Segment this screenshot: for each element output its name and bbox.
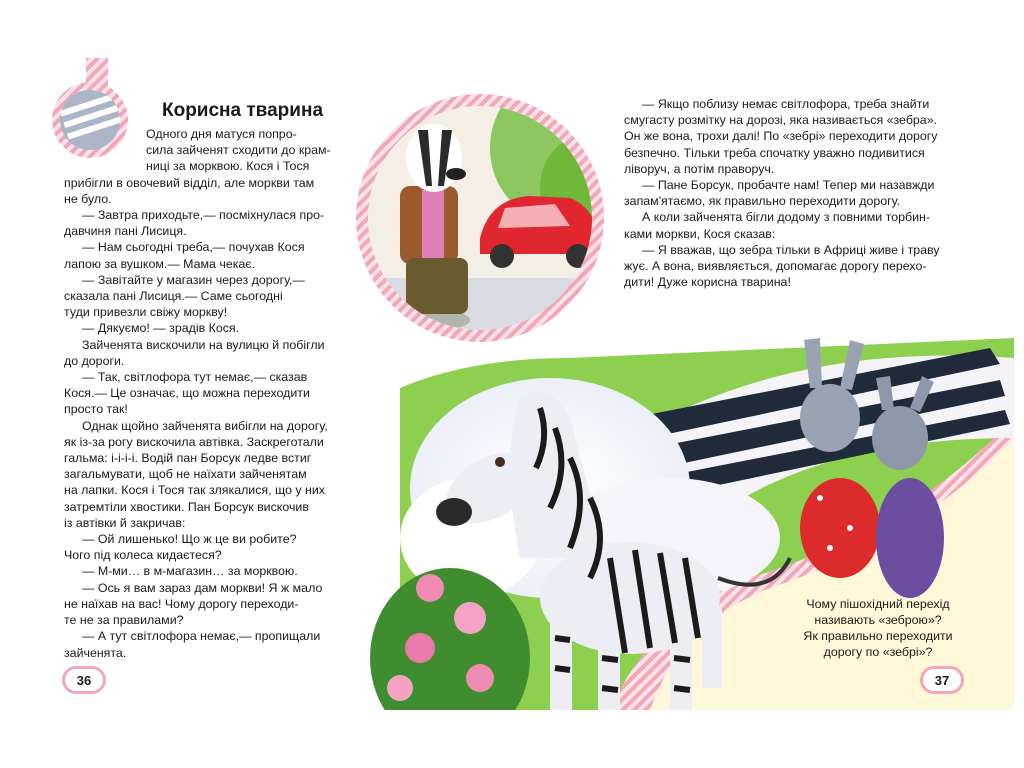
paragraph-line: — Ось я вам зараз дам моркви! Я ж мало — [82, 580, 323, 595]
left-page-text — [64, 88, 364, 661]
paragraph-line: на лапки. Кося і Тося так злякалися, що у них — [64, 483, 326, 498]
question-line: Чому пішохідний перехід — [806, 597, 950, 611]
paragraph-line: Он же вона, трохи далі! По «зебрі» переходити дорогу — [624, 129, 938, 144]
paragraph-line: запам'ятаємо, як правильно переходити дорогу. — [624, 194, 901, 209]
question-line: Як правильно переходити — [803, 629, 953, 643]
paragraph-line: безпечно. Тільки треба спочатку уважно подивитися — [624, 145, 925, 160]
paragraph-line: ками моркви, Кося сказав: — [624, 226, 776, 241]
paragraph-line: жує. А вона, виявляється, допомагає дорогу перехо- — [624, 259, 927, 274]
paragraph-line: те не за правилами? — [64, 613, 184, 628]
paragraph-line: сила зайченят сходити до крам- — [146, 143, 331, 158]
paragraph-line: зайченята. — [64, 645, 127, 660]
paragraph-line: просто так! — [64, 402, 128, 417]
paragraph-line: до дороги. — [64, 353, 125, 368]
page-number-right: 37 — [920, 666, 964, 694]
paragraph-line: — Пане Борсук, пробачте нам! Тепер ми назавжди — [642, 178, 935, 193]
paragraph-line: — Так, світлофора тут немає,— сказав — [82, 370, 308, 385]
book-spread — [50, 58, 1014, 710]
paragraph-line: Однак щойно зайченята вибігли на дорогу, — [82, 418, 328, 433]
paragraph-line: — Нам сьогодні треба,— почухав Кося — [82, 240, 305, 255]
paragraph-line: як із-за рогу вискочила автівка. Заскреготали — [64, 434, 324, 449]
paragraph-line: — М-ми… в м-магазин… за морквою. — [82, 564, 298, 579]
paragraph-line: — А тут світлофора немає,— пропищали — [82, 629, 321, 644]
page-number-left: 36 — [62, 666, 106, 694]
paragraph-line: А коли зайченята бігли додому з повними торбин- — [642, 210, 930, 225]
paragraph-line: із автівки й закричав: — [64, 515, 186, 530]
paragraph-line: не було. — [64, 191, 112, 206]
paragraph-line: затремтіли хвостики. Пан Борсук вискочив — [64, 499, 309, 514]
paragraph-line: — Якщо поблизу немає світлофора, треба знайти — [642, 97, 930, 111]
paragraph-line: прибігли в овочевий відділ, але моркви там — [64, 175, 315, 190]
paragraph-line: лапою за вушком.— Мама чекає. — [64, 256, 256, 271]
paragraph-line: Одного дня матуся попро- — [146, 127, 297, 141]
discussion-questions — [780, 596, 976, 660]
paragraph-line: дити! Дуже корисна тварина! — [624, 275, 791, 290]
right-page-text — [624, 96, 970, 290]
paragraph-line: — Завтра приходьте,— посміхнулася про- — [82, 208, 325, 223]
paragraph-line: смугасту розмітку на дорозі, яка називається «зебра». — [624, 113, 938, 128]
paragraph-line: Чого під колеса кидаєтеся? — [64, 548, 222, 563]
paragraph-line: — Я вважав, що зебра тільки в Африці живе і траву — [642, 242, 940, 257]
paragraph-line: ниці за морквою. Кося і Тося — [146, 159, 310, 174]
paragraph-line: загальмувати, щоб не наїхати зайченятам — [64, 467, 307, 482]
paragraph-line: ліворуч, а потім праворуч. — [624, 161, 775, 176]
paragraph-line: — Завітайте у магазин через дорогу,— — [82, 272, 305, 287]
paragraph-line: давчиня пані Лисиця. — [64, 224, 187, 239]
paragraph-line: сказала пані Лисиця.— Саме сьогодні — [64, 289, 283, 304]
question-line: дорогу по «зебрі»? — [823, 645, 933, 659]
paragraph-line: Зайченята вискочили на вулицю й побігли — [82, 337, 325, 352]
paragraph-line: — Ой лишенько! Що ж це ви робите? — [82, 532, 297, 547]
badger-illustration — [356, 78, 620, 342]
story-title: Корисна тварина — [162, 100, 324, 121]
paragraph-line: туди привезли свіжу моркву! — [64, 305, 228, 320]
paragraph-line: не наїхав на вас! Чому дорогу переходи- — [64, 596, 299, 611]
paragraph-line: гальма: і-і-і-і. Водій пан Борсук ледве встиг — [64, 451, 312, 466]
question-line: називають «зеброю»? — [814, 613, 942, 627]
paragraph-line: — Дякуємо! — зрадів Кося. — [82, 321, 240, 336]
paragraph-line: Кося.— Це означає, що можна переходити — [64, 386, 310, 401]
